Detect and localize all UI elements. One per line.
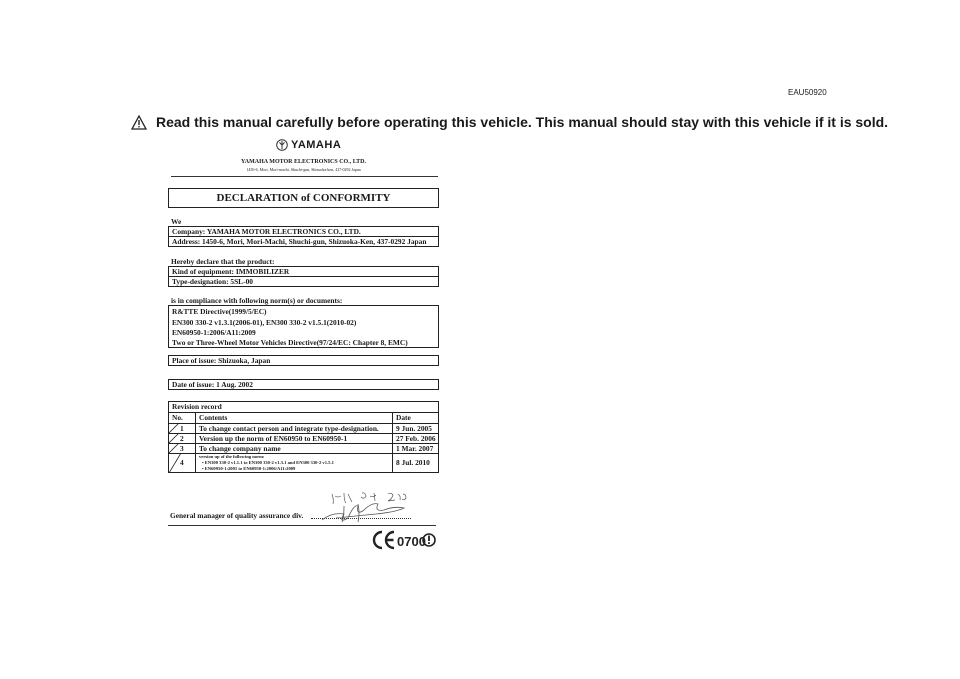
kind-of-equipment: Kind of equipment: IMMOBILIZER <box>169 267 438 277</box>
logo-wordmark: YAMAHA <box>291 139 342 151</box>
rev-date: 1 Mar. 2007 <box>396 444 434 453</box>
product-box <box>168 266 439 287</box>
revision-table <box>168 401 439 473</box>
compliance-intro: is in compliance with following norm(s) or documents: <box>171 296 343 305</box>
warning-row <box>131 114 888 130</box>
signature-dotted-line <box>311 518 411 519</box>
tuning-fork-emblem-icon <box>276 139 288 151</box>
signature-divider <box>168 525 436 526</box>
norm-item: R&TTE Directive(1999/5/EC) <box>172 307 267 316</box>
rev-contents: Version up the norm of EN60950 to EN60950-1 <box>199 434 348 443</box>
address-line: Address: 1450-6, Mori, Mori-Machi, Shuchi-gun, Shizuoka-Ken, 437-0292 Japan <box>172 237 427 246</box>
rev-contents-sub: • EN300 330-2 v1.1.1 to EN300 330-2 v1.3.1 and EN300 330-2 v1.5.1 <box>202 460 334 465</box>
rev-contents: To change company name <box>199 444 281 453</box>
norm-item: Two or Three-Wheel Motor Vehicles Directive(97/24/EC: Chapter 8, EMC) <box>172 338 408 347</box>
rev-date: 27 Feb. 2006 <box>396 434 436 443</box>
letterhead-address: 1450-6, Mori, Mori-machi, Shuchi-gun, Shizuoka-ken, 437-0292 Japan <box>246 167 361 172</box>
letterhead-company: YAMAHA MOTOR ELECTRONICS CO., LTD. <box>241 159 366 165</box>
date-box <box>168 379 439 390</box>
declare-label: Hereby declare that the product: <box>171 257 275 266</box>
norms-box <box>168 305 439 348</box>
declaration-title: DECLARATION of CONFORMITY <box>216 192 391 204</box>
warning-triangle-icon <box>131 115 147 130</box>
ce-number: 0700 <box>397 534 426 549</box>
rev-contents-sub: • EN60950-1:2001 to EN60950-1:2006/A11:2009 <box>202 466 296 471</box>
rev-contents: version up of the following norm: <box>199 454 265 459</box>
rev-no: 3 <box>180 444 184 453</box>
rev-contents: To change contact person and integrate type-designation. <box>199 424 379 433</box>
letterhead-divider <box>171 176 438 177</box>
company-line: Company: YAMAHA MOTOR ELECTRONICS CO., LTD. <box>169 227 438 237</box>
handwritten-signature <box>302 490 412 528</box>
type-designation: Type-designation: 5SL-00 <box>172 277 253 286</box>
norm-item: EN300 330-2 v1.3.1(2006-01), EN300 330-2 v1.5.1(2010-02) <box>172 318 357 327</box>
rev-no: 1 <box>180 424 184 433</box>
rev-no: 4 <box>180 458 184 467</box>
rev-date: 8 Jul. 2010 <box>396 458 430 467</box>
col-contents-header: Contents <box>199 413 228 422</box>
col-date-header: Date <box>396 413 411 422</box>
ce-mark-icon <box>372 529 436 551</box>
warning-text: Read this manual carefully before operating this vehicle. This manual should stay with this vehicle if it is sold. <box>156 114 889 130</box>
rev-date: 9 Jun. 2005 <box>396 424 432 433</box>
company-box <box>168 226 439 247</box>
yamaha-logo <box>276 139 341 151</box>
declaration-title-box <box>168 188 439 208</box>
we-label: We <box>171 217 182 226</box>
col-no-header: No. <box>172 413 183 422</box>
reference-code: EAU50920 <box>788 88 827 97</box>
place-box <box>168 355 439 366</box>
norm-item: EN60950-1:2006/A11:2009 <box>172 328 256 337</box>
date-of-issue: Date of issue: 1 Aug. 2002 <box>172 380 253 389</box>
rev-no: 2 <box>180 434 184 443</box>
place-of-issue: Place of issue: Shizuoka, Japan <box>172 356 271 365</box>
revision-title: Revision record <box>172 402 222 411</box>
signature-label: General manager of quality assurance div. <box>170 511 304 520</box>
